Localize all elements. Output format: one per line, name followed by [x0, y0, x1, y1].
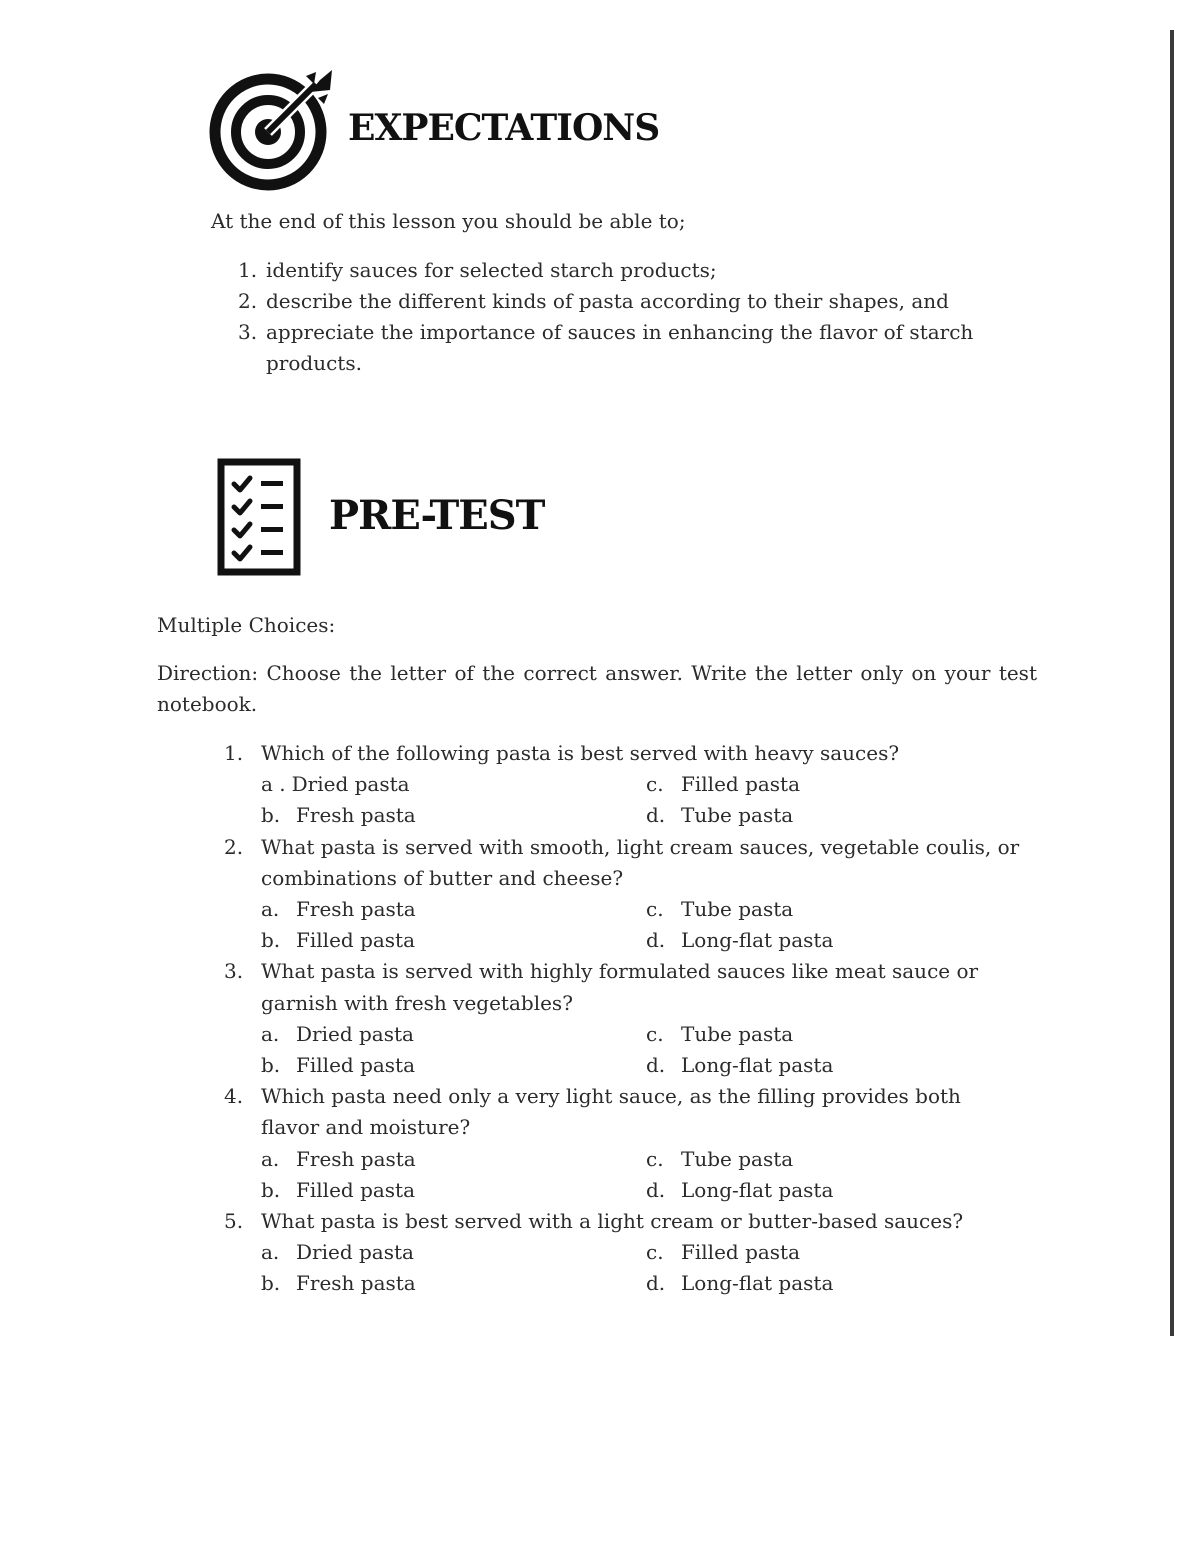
choice-text: Tube pasta	[681, 1021, 794, 1046]
answer-choice	[261, 1268, 646, 1299]
question-item	[224, 1081, 1024, 1206]
choice-letter: d.	[646, 928, 666, 953]
choice-grid	[261, 1237, 1024, 1299]
choice-text: Filled pasta	[296, 928, 416, 953]
choice-letter: b.	[261, 1177, 281, 1202]
objective-text: describe the different kinds of pasta according to their shapes, and	[266, 289, 949, 313]
choice-grid	[261, 1144, 1024, 1206]
choice-letter: d.	[646, 1177, 666, 1202]
answer-choice	[261, 1144, 646, 1175]
choice-letter: b.	[261, 803, 281, 828]
choice-letter: c.	[646, 897, 664, 922]
question-number: 4.	[224, 1084, 244, 1109]
choice-letter: a.	[261, 1146, 280, 1171]
objective-number: 2.	[238, 289, 258, 313]
choice-text: Dried pasta	[296, 1021, 414, 1046]
answer-choice	[646, 1237, 946, 1268]
choice-text: Fresh pasta	[296, 1271, 416, 1296]
question-item	[224, 738, 1024, 832]
answer-choice	[261, 894, 646, 925]
answer-choice	[261, 1175, 646, 1206]
choice-text: Fresh pasta	[296, 803, 416, 828]
choice-text: Dried pasta	[291, 772, 410, 797]
answer-choice	[646, 925, 946, 956]
choice-text: Long-flat pasta	[681, 1053, 834, 1078]
answer-choice	[261, 1237, 646, 1268]
question-stem	[224, 738, 1024, 769]
answer-choice	[261, 1050, 646, 1081]
objective-number: 3.	[238, 320, 258, 344]
answer-choice	[646, 1175, 946, 1206]
choice-text: Tube pasta	[681, 803, 794, 828]
choice-text: Filled pasta	[296, 1053, 416, 1078]
choice-text: Filled pasta	[681, 772, 801, 797]
choice-text: Long-flat pasta	[681, 1271, 834, 1296]
choice-letter: b.	[261, 1053, 281, 1078]
question-stem	[224, 1081, 1024, 1143]
answer-choice	[646, 1050, 946, 1081]
choice-letter: a .	[261, 772, 286, 797]
question-text: Which pasta need only a very light sauce, as the filling provides both flavor and moisture?	[261, 1084, 961, 1140]
question-item	[224, 1206, 1024, 1300]
objective-number: 1.	[238, 258, 258, 282]
choice-grid	[261, 894, 1024, 956]
choice-text: Filled pasta	[296, 1177, 416, 1202]
choice-letter: a.	[261, 1021, 280, 1046]
choice-letter: a.	[261, 1240, 280, 1265]
question-stem	[224, 956, 1024, 1018]
choice-grid	[261, 769, 1024, 831]
choice-letter: d.	[646, 1053, 666, 1078]
objectives-list	[238, 255, 996, 379]
objective-text: appreciate the importance of sauces in enhancing the flavor of starch products.	[266, 320, 974, 375]
question-text: Which of the following pasta is best served with heavy sauces?	[261, 741, 900, 765]
choice-letter: b.	[261, 928, 281, 953]
answer-choice	[646, 800, 946, 831]
direction-text: Direction: Choose the letter of the correct answer. Write the letter only on your test notebook.	[157, 661, 1037, 716]
question-number: 2.	[224, 834, 244, 859]
pretest-title: PRE-TEST	[329, 491, 545, 539]
choice-letter: c.	[646, 1240, 664, 1265]
choice-text: Tube pasta	[681, 1146, 794, 1171]
question-stem	[224, 832, 1024, 894]
choice-letter: d.	[646, 1271, 666, 1296]
expectations-intro: At the end of this lesson you should be able to;	[211, 209, 686, 233]
question-stem	[224, 1206, 1024, 1237]
target-arrow-icon	[206, 68, 334, 196]
expectations-header	[206, 68, 659, 196]
answer-choice	[261, 925, 646, 956]
answer-choice	[646, 1144, 946, 1175]
objective-text: identify sauces for selected starch products;	[266, 258, 717, 282]
question-item	[224, 956, 1024, 1081]
choice-text: Filled pasta	[681, 1240, 801, 1265]
question-text: What pasta is best served with a light cream or butter-based sauces?	[261, 1209, 964, 1234]
choice-text: Fresh pasta	[296, 1146, 416, 1171]
answer-choice	[646, 894, 946, 925]
question-list	[224, 738, 1024, 1300]
question-item	[224, 832, 1024, 957]
answer-choice	[261, 800, 646, 831]
objective-item	[238, 317, 996, 379]
question-number: 5.	[224, 1209, 244, 1234]
page-edge-line	[1170, 30, 1174, 1336]
choice-letter: c.	[646, 1146, 664, 1171]
question-text: What pasta is served with highly formulated sauces like meat sauce or garnish with fresh vegetables?	[261, 959, 979, 1015]
multiple-choices-label: Multiple Choices:	[157, 613, 336, 637]
choice-letter: c.	[646, 772, 664, 797]
choice-letter: c.	[646, 1021, 664, 1046]
objective-item	[238, 255, 996, 286]
question-number: 3.	[224, 959, 244, 984]
expectations-title: EXPECTATIONS	[348, 107, 660, 149]
answer-choice	[646, 769, 946, 800]
choice-grid	[261, 1019, 1024, 1081]
answer-choice	[261, 1019, 646, 1050]
choice-text: Fresh pasta	[296, 897, 416, 922]
answer-choice	[646, 1019, 946, 1050]
choice-text: Long-flat pasta	[681, 1177, 834, 1202]
answer-choice	[261, 769, 646, 800]
choice-text: Tube pasta	[681, 897, 794, 922]
checklist-icon	[217, 458, 303, 578]
question-text: What pasta is served with smooth, light cream sauces, vegetable coulis, or combinations of butter and cheese?	[261, 834, 1020, 890]
choice-letter: b.	[261, 1271, 281, 1296]
choice-letter: d.	[646, 803, 666, 828]
answer-choice	[646, 1268, 946, 1299]
question-number: 1.	[224, 741, 244, 765]
objective-item	[238, 286, 996, 317]
choice-text: Dried pasta	[296, 1240, 414, 1265]
choice-letter: a.	[261, 897, 280, 922]
choice-text: Long-flat pasta	[681, 928, 834, 953]
pretest-header	[217, 458, 544, 578]
